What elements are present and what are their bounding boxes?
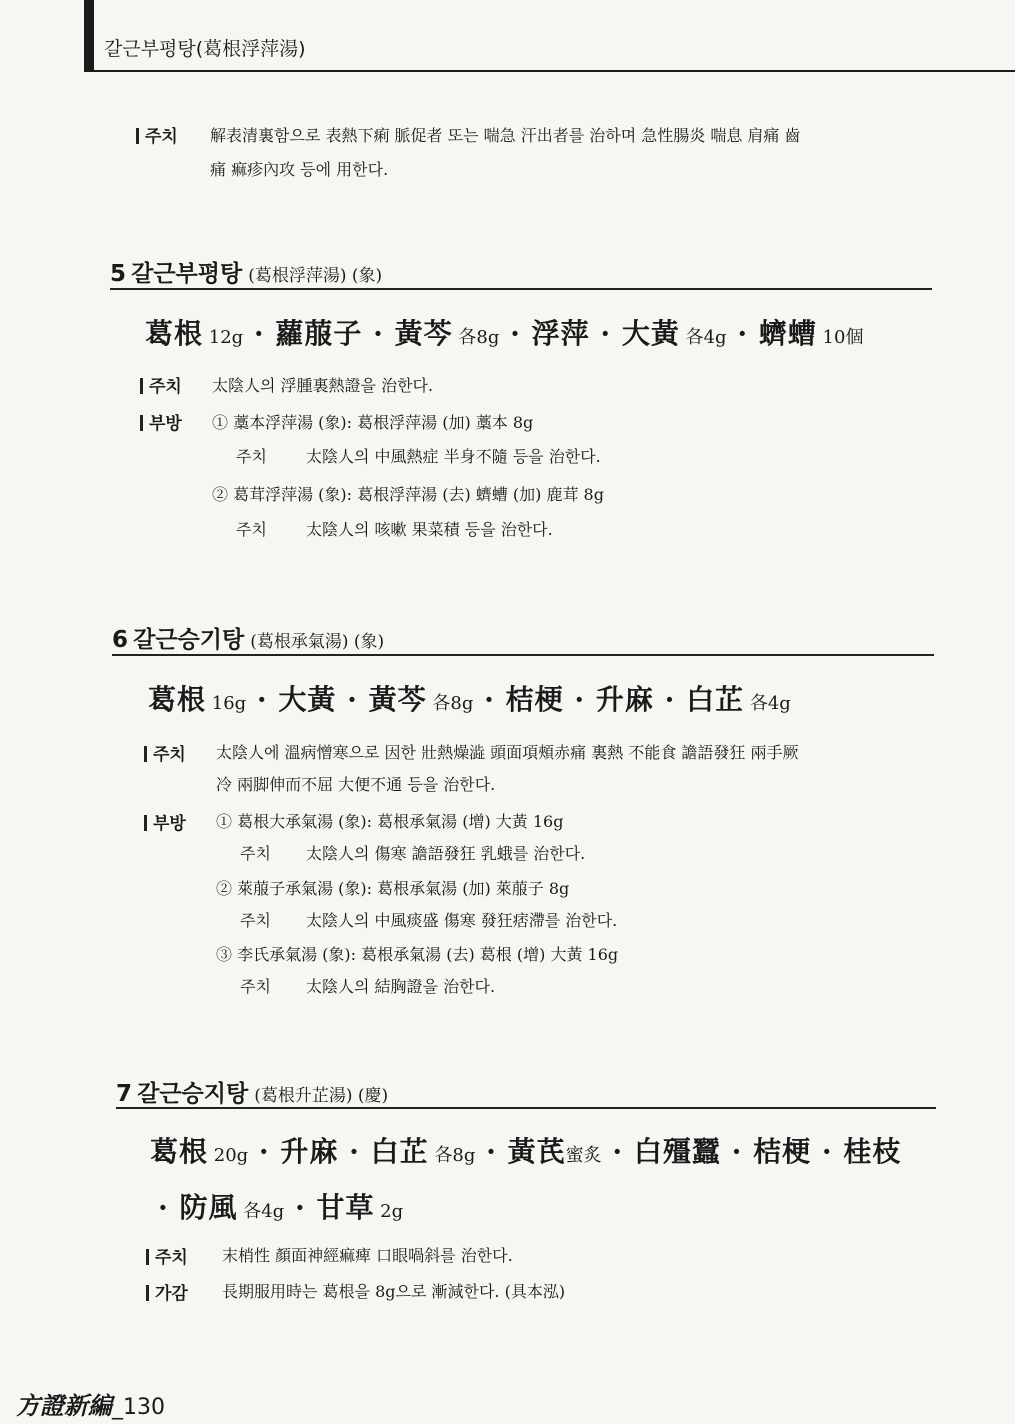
section-6-zhuzhi-line2: 冷 兩脚伸而不屈 大便不通 등을 治한다. — [216, 775, 496, 794]
section-6-variant-2-text: 太陰人의 中風痰盛 傷寒 發狂痞滯를 治한다. — [306, 911, 618, 930]
section-title-hanja: (葛根承氣湯) (象) — [250, 632, 385, 652]
herb: · 蘿菔子 · 黃芩 — [243, 317, 453, 350]
page-footer — [16, 1386, 165, 1421]
header-bar — [84, 0, 94, 72]
section-6-variant-2: ② 萊菔子承氣湯 (象): 葛根承氣湯 (加) 萊菔子 8g — [216, 879, 570, 898]
section-5-bufang — [140, 409, 182, 434]
section-number: 5 — [110, 261, 127, 287]
zhuzhi-label: 주치 — [155, 1248, 188, 1268]
bufang-label: 부방 — [153, 814, 186, 834]
herb: · 桔梗 · 升麻 · 白芷 — [473, 683, 745, 716]
section-6-variant-3: ③ 李氏承氣湯 (象): 葛根承氣湯 (去) 葛根 (增) 大黃 16g — [216, 945, 619, 964]
section-7-jiajian — [146, 1279, 188, 1304]
section-6-title — [112, 621, 384, 654]
section-title-korean: 갈근부평탕 — [131, 261, 243, 287]
preparation: 蜜炙 — [565, 1145, 602, 1166]
amount: 各8g — [426, 693, 474, 714]
section-6-variant-1: ① 葛根大承氣湯 (象): 葛根承氣湯 (增) 大黃 16g — [216, 812, 564, 831]
page-number: _130 — [112, 1395, 165, 1420]
section-7-title — [116, 1075, 388, 1108]
section-6-variant-3-text: 太陰人의 結胸證을 治한다. — [306, 977, 496, 996]
section-6-zhuzhi-line1: 太陰人에 溫病憎寒으로 因한 壯熱燥澁 頭面項頰赤痛 裏熱 不能食 譫語發狂 兩手厥 — [216, 743, 799, 762]
section-5-variant-1: ① 藁本浮萍湯 (象): 葛根浮萍湯 (加) 藁本 8g — [212, 413, 534, 432]
amount: 12g — [203, 327, 244, 348]
section-6-variant-1-text: 太陰人의 傷寒 譫語發狂 乳蛾를 治한다. — [306, 844, 586, 863]
amount: 各4g — [679, 327, 727, 348]
zhuzhi-label: 주치 — [149, 377, 182, 397]
zhuzhi-label: 주치 — [153, 745, 186, 765]
herb: · 升麻 · 白芷 — [248, 1135, 429, 1168]
bullet-mark — [144, 815, 147, 831]
herb: · 大黃 · 黃芩 — [246, 683, 427, 716]
section-7-herbs-line2 — [158, 1186, 403, 1226]
amount: 16g — [206, 693, 247, 714]
herb: · 防風 — [158, 1191, 238, 1224]
running-header: 갈근부평탕(葛根浮萍湯) — [104, 38, 306, 60]
bullet-mark — [136, 128, 139, 144]
section-6-rule — [112, 654, 934, 656]
section-title-korean: 갈근승지탕 — [137, 1081, 249, 1107]
section-5-zhuzhi — [140, 372, 182, 397]
herb: · 蠐螬 — [726, 317, 817, 350]
section-5-zhuzhi-text: 太陰人의 浮腫裏熱證을 治한다. — [212, 376, 434, 395]
section-5-variant-2-text: 太陰人의 咳嗽 果菜積 등을 治한다. — [306, 520, 553, 539]
section-number: 6 — [112, 627, 129, 653]
bullet-mark — [140, 415, 143, 431]
section-7-zhuzhi-text: 末梢性 顏面神經痲痺 口眼喎斜를 治한다. — [222, 1246, 513, 1265]
amount: 各8g — [428, 1145, 476, 1166]
herb: 葛根 — [150, 1135, 209, 1168]
header-rule — [84, 70, 1015, 72]
zhuzhi-label: 주치 — [145, 127, 178, 147]
section-7-herbs-line1 — [150, 1130, 901, 1170]
herb: · 白殭蠶 · 桔梗 · 桂枝 — [601, 1135, 902, 1168]
amount: 10個 — [816, 327, 864, 348]
variant-zhuzhi-label: 주치 — [240, 911, 271, 930]
section-6-bufang — [144, 809, 186, 834]
section-6-herbs — [148, 678, 791, 718]
variant-zhuzhi-label: 주치 — [236, 520, 267, 539]
bullet-mark — [140, 378, 143, 394]
section-5-variant-1-text: 太陰人의 中風熱症 半身不隨 등을 治한다. — [306, 447, 601, 466]
bufang-label: 부방 — [149, 414, 182, 434]
herb: · 黃芪 — [475, 1135, 566, 1168]
section-title-hanja: (葛根浮萍湯) (象) — [248, 266, 383, 286]
variant-zhuzhi-label: 주치 — [236, 447, 267, 466]
amount: 2g — [374, 1201, 404, 1222]
section-5-herbs — [145, 312, 863, 352]
amount: 20g — [208, 1145, 249, 1166]
section-title-hanja: (葛根升芷湯) (慶) — [254, 1086, 389, 1106]
section-6-zhuzhi — [144, 740, 186, 765]
bullet-mark — [146, 1249, 149, 1265]
book-title: 方證新編 — [16, 1391, 112, 1420]
jiajian-label: 가감 — [155, 1284, 188, 1304]
section-7-zhuzhi — [146, 1243, 188, 1268]
herb: 葛根 — [145, 317, 204, 350]
section-5-title — [110, 255, 382, 288]
prev-zhuzhi-line2: 痛 痲疹內攻 등에 用한다. — [210, 160, 389, 179]
herb: 葛根 — [148, 683, 207, 716]
section-5-rule — [110, 288, 932, 290]
section-7-rule — [116, 1107, 936, 1109]
section-5-variant-2: ② 葛茸浮萍湯 (象): 葛根浮萍湯 (去) 蠐螬 (加) 鹿茸 8g — [212, 485, 604, 504]
variant-zhuzhi-label: 주치 — [240, 977, 271, 996]
herb: · 浮萍 · 大黃 — [499, 317, 680, 350]
prev-zhuzhi — [136, 122, 178, 147]
amount: 各4g — [237, 1201, 285, 1222]
bullet-mark — [146, 1285, 149, 1301]
amount: 各4g — [744, 693, 791, 714]
bullet-mark — [144, 746, 147, 762]
prev-zhuzhi-line1: 解表清裏함으로 表熱下痢 脈促者 또는 喘急 汗出者를 治하며 急性腸炎 喘息 肩痛 齒 — [210, 126, 801, 145]
section-7-jiajian-text: 長期服用時는 葛根을 8g으로 漸減한다. (具本泓) — [222, 1282, 566, 1301]
herb: · 甘草 — [284, 1191, 375, 1224]
amount: 各8g — [452, 327, 500, 348]
section-title-korean: 갈근승기탕 — [133, 627, 245, 653]
variant-zhuzhi-label: 주치 — [240, 844, 271, 863]
section-number: 7 — [116, 1081, 133, 1107]
